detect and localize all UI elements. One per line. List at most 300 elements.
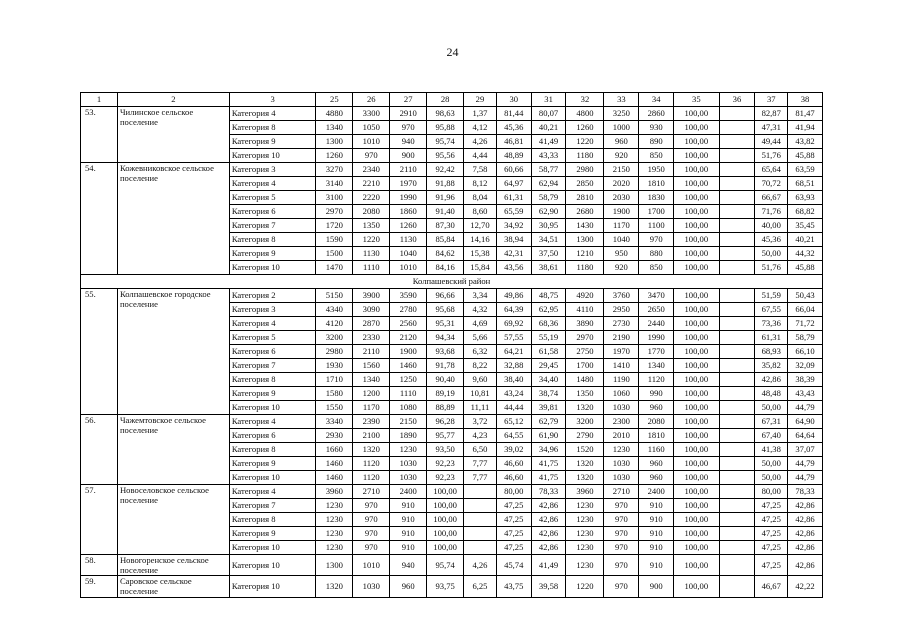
value-cell: 1040 [604,233,639,247]
value-cell: 100,00 [674,555,719,576]
category-cell: Категория 4 [229,107,316,121]
value-cell: 14,16 [464,233,497,247]
value-cell: 1110 [390,387,427,401]
value-cell [719,149,755,163]
value-cell: 1970 [604,345,639,359]
value-cell: 1320 [316,576,353,597]
value-cell: 2400 [639,485,674,499]
value-cell: 1260 [316,149,353,163]
value-cell: 46,67 [755,576,788,597]
value-cell: 970 [604,513,639,527]
value-cell: 100,00 [674,303,719,317]
value-cell: 1030 [390,471,427,485]
value-cell: 92,42 [427,163,464,177]
value-cell: 47,25 [496,513,531,527]
value-cell: 1660 [316,443,353,457]
value-cell: 47,25 [755,541,788,555]
value-cell: 3340 [316,415,353,429]
value-cell: 1720 [316,219,353,233]
value-cell: 910 [639,541,674,555]
value-cell: 920 [604,149,639,163]
table-row [81,107,823,121]
value-cell [719,219,755,233]
value-cell: 100,00 [674,163,719,177]
value-cell: 3,72 [464,415,497,429]
category-cell: Категория 6 [229,205,316,219]
value-cell: 1560 [353,359,390,373]
value-cell: 2020 [604,177,639,191]
value-cell: 47,25 [496,541,531,555]
value-cell: 3100 [316,191,353,205]
value-cell: 2400 [390,485,427,499]
value-cell: 80,07 [531,107,566,121]
value-cell: 1340 [316,121,353,135]
value-cell: 4,44 [464,149,497,163]
column-number: 25 [316,93,353,107]
value-cell: 46,60 [496,457,531,471]
value-cell: 38,74 [531,387,566,401]
settlement-name: Колпашевское городское поселение [117,289,229,415]
value-cell: 43,43 [788,387,823,401]
value-cell: 42,86 [788,555,823,576]
value-cell: 41,38 [755,443,788,457]
category-cell: Категория 5 [229,191,316,205]
settlement-name: Новогоренское сельское поселение [117,555,229,576]
value-cell: 44,79 [788,401,823,415]
value-cell: 1320 [566,401,604,415]
category-cell: Категория 8 [229,121,316,135]
value-cell: 4,26 [464,555,497,576]
value-cell: 1340 [639,359,674,373]
value-cell: 970 [604,499,639,513]
value-cell: 100,00 [674,415,719,429]
value-cell [719,331,755,345]
value-cell: 5,66 [464,331,497,345]
value-cell: 62,90 [531,205,566,219]
value-cell: 91,96 [427,191,464,205]
value-cell: 1080 [390,401,427,415]
value-cell: 3470 [639,289,674,303]
value-cell [719,555,755,576]
value-cell: 2910 [390,107,427,121]
value-cell: 930 [639,121,674,135]
value-cell: 3270 [316,163,353,177]
value-cell: 960 [604,135,639,149]
value-cell: 81,44 [496,107,531,121]
value-cell: 100,00 [674,149,719,163]
value-cell: 3,34 [464,289,497,303]
value-cell: 40,00 [755,219,788,233]
value-cell: 3250 [604,107,639,121]
value-cell: 67,31 [755,415,788,429]
value-cell: 100,00 [674,345,719,359]
settlement-number: 58. [81,555,118,576]
value-cell: 1410 [604,359,639,373]
value-cell: 100,00 [427,499,464,513]
value-cell [464,485,497,499]
value-cell: 100,00 [674,135,719,149]
value-cell [719,191,755,205]
value-cell: 100,00 [674,499,719,513]
value-cell [464,527,497,541]
category-cell: Категория 8 [229,373,316,387]
value-cell: 100,00 [674,317,719,331]
value-cell: 940 [390,135,427,149]
value-cell: 2390 [353,415,390,429]
value-cell: 68,51 [788,177,823,191]
value-cell: 7,77 [464,457,497,471]
value-cell: 58,79 [531,191,566,205]
value-cell: 10,81 [464,387,497,401]
value-cell: 1830 [639,191,674,205]
column-number: 36 [719,93,755,107]
value-cell: 100,00 [427,527,464,541]
value-cell: 3900 [353,289,390,303]
value-cell [719,541,755,555]
value-cell: 60,66 [496,163,531,177]
value-cell: 42,86 [788,527,823,541]
settlement-name: Саровское сельское поселение [117,576,229,597]
value-cell: 1710 [316,373,353,387]
value-cell: 100,00 [674,205,719,219]
category-cell: Категория 9 [229,387,316,401]
value-cell: 100,00 [674,359,719,373]
value-cell: 47,25 [755,527,788,541]
column-number: 1 [81,93,118,107]
table-row [81,163,823,177]
value-cell: 39,81 [531,401,566,415]
value-cell: 50,00 [755,247,788,261]
value-cell [719,485,755,499]
value-cell: 1010 [390,261,427,275]
column-number: 32 [566,93,604,107]
value-cell [719,233,755,247]
value-cell: 1130 [353,247,390,261]
value-cell: 1320 [566,471,604,485]
value-cell: 100,00 [674,373,719,387]
value-cell: 41,94 [788,121,823,135]
value-cell: 2930 [316,429,353,443]
column-number: 34 [639,93,674,107]
value-cell: 95,56 [427,149,464,163]
value-cell: 39,02 [496,443,531,457]
value-cell: 85,84 [427,233,464,247]
value-cell: 89,19 [427,387,464,401]
value-cell: 66,67 [755,191,788,205]
value-cell: 4800 [566,107,604,121]
value-cell: 910 [639,499,674,513]
value-cell: 91,88 [427,177,464,191]
value-cell: 3590 [390,289,427,303]
value-cell: 1320 [353,443,390,457]
value-cell [719,205,755,219]
value-cell: 100,00 [427,541,464,555]
value-cell: 50,00 [755,457,788,471]
value-cell: 1580 [316,387,353,401]
value-cell: 43,82 [788,135,823,149]
value-cell: 2780 [390,303,427,317]
value-cell: 2150 [390,415,427,429]
value-cell: 100,00 [674,191,719,205]
value-cell [464,499,497,513]
value-cell: 1230 [566,541,604,555]
value-cell: 890 [639,135,674,149]
value-cell: 15,84 [464,261,497,275]
value-cell: 970 [604,527,639,541]
value-cell: 100,00 [674,121,719,135]
value-cell: 65,64 [755,163,788,177]
value-cell: 50,43 [788,289,823,303]
value-cell: 44,44 [496,401,531,415]
value-cell: 4,69 [464,317,497,331]
column-number: 30 [496,93,531,107]
value-cell: 1060 [604,387,639,401]
value-cell: 1220 [566,576,604,597]
value-cell: 970 [353,541,390,555]
value-cell: 61,90 [531,429,566,443]
value-cell: 100,00 [674,541,719,555]
value-cell: 70,72 [755,177,788,191]
value-cell: 2790 [566,429,604,443]
value-cell [719,121,755,135]
value-cell [719,373,755,387]
category-cell: Категория 6 [229,429,316,443]
value-cell: 100,00 [674,485,719,499]
value-cell: 100,00 [674,247,719,261]
value-cell: 49,44 [755,135,788,149]
value-cell: 3200 [566,415,604,429]
value-cell: 64,39 [496,303,531,317]
value-cell: 42,86 [788,541,823,555]
table-row [81,555,823,576]
value-cell: 1030 [604,401,639,415]
value-cell: 7,58 [464,163,497,177]
value-cell [719,387,755,401]
settlement-number: 56. [81,415,118,485]
column-number: 37 [755,93,788,107]
category-cell: Категория 10 [229,261,316,275]
category-cell: Категория 7 [229,219,316,233]
value-cell: 1350 [353,219,390,233]
value-cell: 95,88 [427,121,464,135]
value-cell: 80,00 [496,485,531,499]
district-row [81,275,823,289]
value-cell: 98,63 [427,107,464,121]
value-cell: 940 [390,555,427,576]
value-cell: 1900 [390,345,427,359]
value-cell: 8,22 [464,359,497,373]
value-cell: 1030 [390,457,427,471]
value-cell: 2120 [390,331,427,345]
value-cell: 1230 [390,443,427,457]
value-cell: 100,00 [674,331,719,345]
value-cell: 71,72 [788,317,823,331]
value-cell: 2970 [566,331,604,345]
value-cell: 2980 [566,163,604,177]
value-cell: 920 [604,261,639,275]
value-cell: 1220 [353,233,390,247]
value-cell: 100,00 [674,513,719,527]
value-cell: 100,00 [674,233,719,247]
value-cell: 42,86 [788,499,823,513]
settlement-name: Чилинское сельское поселение [117,107,229,163]
value-cell: 970 [604,576,639,597]
value-cell: 1,37 [464,107,497,121]
value-cell: 32,88 [496,359,531,373]
value-cell: 1180 [566,261,604,275]
value-cell: 1250 [390,373,427,387]
value-cell: 40,21 [788,233,823,247]
value-cell: 92,23 [427,471,464,485]
settlement-name: Чажемтовское сельское поселение [117,415,229,485]
value-cell: 39,58 [531,576,566,597]
value-cell [719,135,755,149]
value-cell: 65,59 [496,205,531,219]
value-cell: 970 [639,233,674,247]
value-cell [719,289,755,303]
value-cell [719,261,755,275]
value-cell: 30,95 [531,219,566,233]
value-cell: 91,40 [427,205,464,219]
value-cell: 960 [639,401,674,415]
value-cell: 4,12 [464,121,497,135]
value-cell: 910 [639,527,674,541]
value-cell: 35,82 [755,359,788,373]
category-cell: Категория 9 [229,247,316,261]
column-number: 35 [674,93,719,107]
value-cell: 34,40 [531,373,566,387]
value-cell: 4,26 [464,135,497,149]
value-cell: 3960 [566,485,604,499]
value-cell: 58,77 [531,163,566,177]
value-cell: 2710 [604,485,639,499]
value-cell: 45,36 [755,233,788,247]
value-cell: 1010 [353,135,390,149]
value-cell: 960 [639,457,674,471]
value-cell: 62,95 [531,303,566,317]
column-number: 26 [353,93,390,107]
value-cell: 1190 [604,373,639,387]
category-cell: Категория 10 [229,149,316,163]
value-cell: 37,50 [531,247,566,261]
value-cell: 990 [639,387,674,401]
value-cell: 2950 [604,303,639,317]
value-cell: 1300 [316,135,353,149]
value-cell: 41,75 [531,471,566,485]
value-cell: 1040 [390,247,427,261]
value-cell: 45,88 [788,261,823,275]
value-cell: 45,74 [496,555,531,576]
column-number: 33 [604,93,639,107]
value-cell: 41,49 [531,555,566,576]
value-cell: 32,09 [788,359,823,373]
value-cell: 48,48 [755,387,788,401]
value-cell: 100,00 [674,471,719,485]
value-cell: 100,00 [674,289,719,303]
value-cell: 880 [639,247,674,261]
category-cell: Категория 9 [229,135,316,149]
value-cell: 1030 [604,471,639,485]
value-cell: 1030 [353,576,390,597]
value-cell: 2710 [353,485,390,499]
value-cell: 1930 [316,359,353,373]
value-cell: 80,00 [755,485,788,499]
value-cell: 42,86 [531,527,566,541]
value-cell: 1120 [353,471,390,485]
value-cell: 42,86 [531,499,566,513]
value-cell: 93,68 [427,345,464,359]
value-cell: 64,64 [788,429,823,443]
value-cell: 1170 [604,219,639,233]
value-cell: 42,22 [788,576,823,597]
value-cell: 92,23 [427,457,464,471]
value-cell: 910 [390,527,427,541]
value-cell: 3890 [566,317,604,331]
value-cell: 2150 [604,163,639,177]
value-cell: 78,33 [531,485,566,499]
value-cell: 82,87 [755,107,788,121]
value-cell: 8,12 [464,177,497,191]
value-cell: 64,21 [496,345,531,359]
value-cell: 2730 [604,317,639,331]
category-cell: Категория 8 [229,233,316,247]
value-cell: 100,00 [674,429,719,443]
value-cell: 1230 [316,499,353,513]
value-cell: 8,04 [464,191,497,205]
value-cell: 42,86 [531,541,566,555]
value-cell: 1200 [353,387,390,401]
value-cell: 970 [353,513,390,527]
value-cell: 2680 [566,205,604,219]
value-cell: 88,89 [427,401,464,415]
value-cell: 900 [390,149,427,163]
value-cell: 1170 [353,401,390,415]
category-cell: Категория 8 [229,513,316,527]
value-cell: 950 [604,247,639,261]
value-cell [719,107,755,121]
value-cell: 9,60 [464,373,497,387]
table-body [81,93,823,598]
value-cell: 2210 [353,177,390,191]
value-cell: 84,16 [427,261,464,275]
value-cell: 50,00 [755,471,788,485]
value-cell: 1970 [390,177,427,191]
category-cell: Категория 3 [229,303,316,317]
value-cell [719,177,755,191]
value-cell: 1120 [639,373,674,387]
value-cell [719,359,755,373]
value-cell: 100,00 [427,485,464,499]
value-cell: 47,31 [755,121,788,135]
value-cell: 4880 [316,107,353,121]
value-cell: 78,33 [788,485,823,499]
value-cell: 970 [353,149,390,163]
value-cell: 960 [390,576,427,597]
value-cell: 63,59 [788,163,823,177]
value-cell: 970 [353,527,390,541]
value-cell: 100,00 [674,177,719,191]
value-cell [464,513,497,527]
settlement-number: 53. [81,107,118,163]
value-cell: 2870 [353,317,390,331]
column-number: 27 [390,93,427,107]
value-cell [719,443,755,457]
value-cell: 93,75 [427,576,464,597]
value-cell: 38,94 [496,233,531,247]
value-cell: 100,00 [674,401,719,415]
value-cell: 95,74 [427,135,464,149]
value-cell: 46,81 [496,135,531,149]
